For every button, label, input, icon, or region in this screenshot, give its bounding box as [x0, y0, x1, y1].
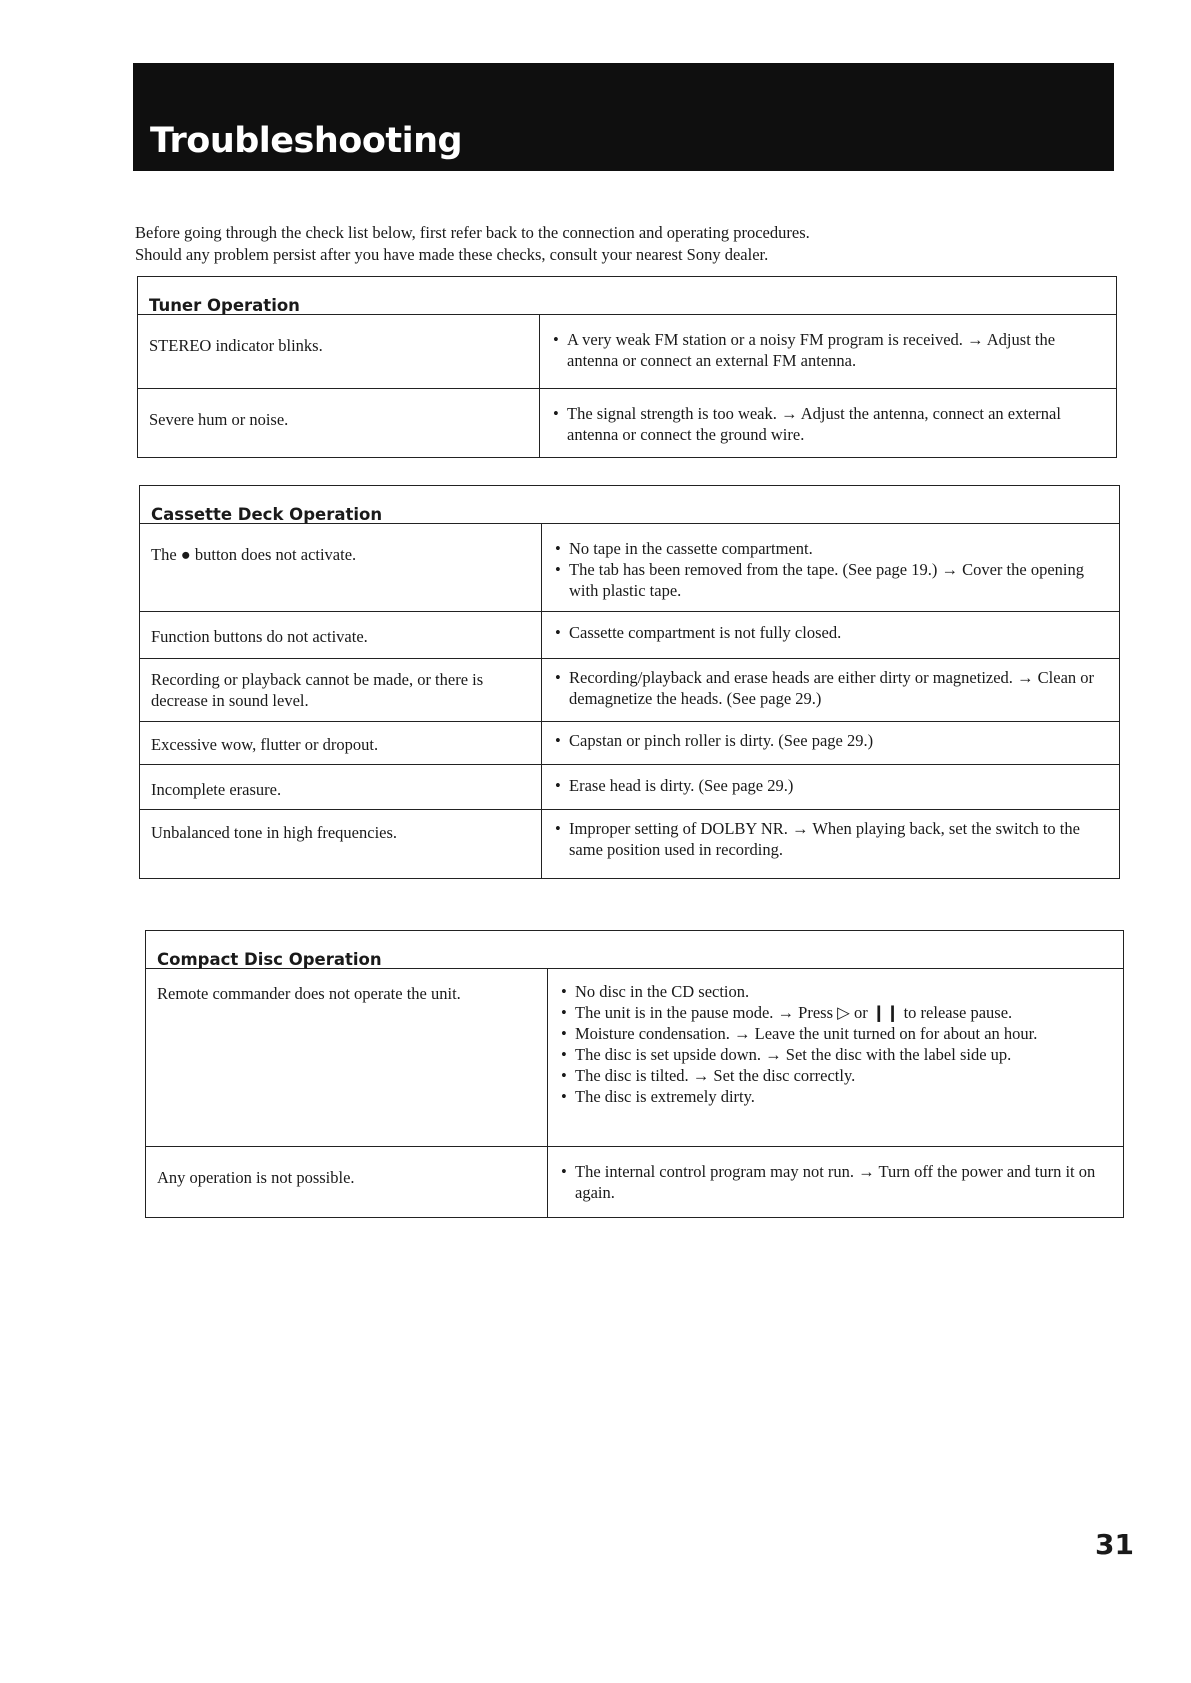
remedy-item: • The disc is extremely dirty. — [559, 1086, 1113, 1107]
remedy-item: • The disc is set upside down. → Set the disc with the label side up. — [559, 1044, 1113, 1065]
remedy-item: • Recording/playback and erase heads are either dirty or magnetized. → Clean or demagnetize the heads. (See page 29.) — [553, 667, 1109, 709]
remedy-cell — [548, 969, 1123, 1146]
remedy-cell — [540, 389, 1116, 457]
remedy-item: • Erase head is dirty. (See page 29.) — [553, 775, 1109, 796]
remedy-item: • The disc is tilted. → Set the disc correctly. — [559, 1065, 1113, 1086]
table-row — [140, 524, 1119, 612]
table-row — [140, 722, 1119, 765]
problem-cell: Any operation is not possible. — [146, 1147, 548, 1217]
remedy-item: • No disc in the CD section. — [559, 981, 1113, 1002]
intro-line-1: Before going through the check list below, first refer back to the connection and operating procedures. — [135, 223, 810, 242]
table-row — [138, 389, 1116, 457]
section-title: Tuner Operation — [138, 277, 1116, 315]
remedy-item: • Improper setting of DOLBY NR. → When playing back, set the switch to the same position used in recording. — [553, 818, 1109, 860]
remedy-item: • Cassette compartment is not fully closed. — [553, 622, 1109, 643]
problem-cell: Incomplete erasure. — [140, 765, 542, 809]
intro-line-2: Should any problem persist after you have made these checks, consult your nearest Sony dealer. — [135, 245, 769, 264]
problem-cell: Remote commander does not operate the unit. — [146, 969, 548, 1146]
remedy-cell — [542, 765, 1119, 809]
table-row — [140, 810, 1119, 878]
page-title: Troubleshooting — [150, 121, 463, 161]
remedy-item: • Capstan or pinch roller is dirty. (See page 29.) — [553, 730, 1109, 751]
remedy-cell — [542, 659, 1119, 721]
compact-disc-operation-table — [145, 930, 1124, 1218]
remedy-item: • No tape in the cassette compartment. — [553, 538, 1109, 559]
remedy-item: • The unit is in the pause mode. → Press ▷ or ❙❙ to release pause. — [559, 1002, 1113, 1023]
cassette-deck-operation-table — [139, 485, 1120, 879]
remedy-item: • The signal strength is too weak. → Adjust the antenna, connect an external antenna or connect the ground wire. — [551, 403, 1106, 445]
problem-cell: STEREO indicator blinks. — [138, 315, 540, 388]
remedy-item: • A very weak FM station or a noisy FM program is received. → Adjust the antenna or connect an external FM antenna. — [551, 329, 1106, 371]
table-row — [146, 969, 1123, 1147]
remedy-cell — [542, 612, 1119, 658]
title-banner — [133, 63, 1114, 171]
intro-text — [135, 222, 1035, 266]
remedy-cell — [542, 524, 1119, 611]
problem-cell: Severe hum or noise. — [138, 389, 540, 457]
section-title: Compact Disc Operation — [146, 931, 1123, 969]
problem-cell: Unbalanced tone in high frequencies. — [140, 810, 542, 878]
problem-cell: Recording or playback cannot be made, or there is decrease in sound level. — [140, 659, 542, 721]
remedy-item: • The tab has been removed from the tape. (See page 19.) → Cover the opening with plastic tape. — [553, 559, 1109, 601]
remedy-cell — [542, 810, 1119, 878]
remedy-cell — [542, 722, 1119, 764]
problem-cell: Function buttons do not activate. — [140, 612, 542, 658]
remedy-cell — [548, 1147, 1123, 1217]
problem-cell: Excessive wow, flutter or dropout. — [140, 722, 542, 764]
table-row — [140, 612, 1119, 659]
table-row — [140, 765, 1119, 810]
page-number: 31 — [1095, 1528, 1134, 1561]
table-row — [138, 315, 1116, 389]
remedy-cell — [540, 315, 1116, 388]
section-title: Cassette Deck Operation — [140, 486, 1119, 524]
remedy-item: • The internal control program may not run. → Turn off the power and turn it on again. — [559, 1161, 1113, 1203]
table-row — [146, 1147, 1123, 1217]
problem-cell: The ● button does not activate. — [140, 524, 542, 611]
tuner-operation-table — [137, 276, 1117, 458]
remedy-item: • Moisture condensation. → Leave the unit turned on for about an hour. — [559, 1023, 1113, 1044]
table-row — [140, 659, 1119, 722]
